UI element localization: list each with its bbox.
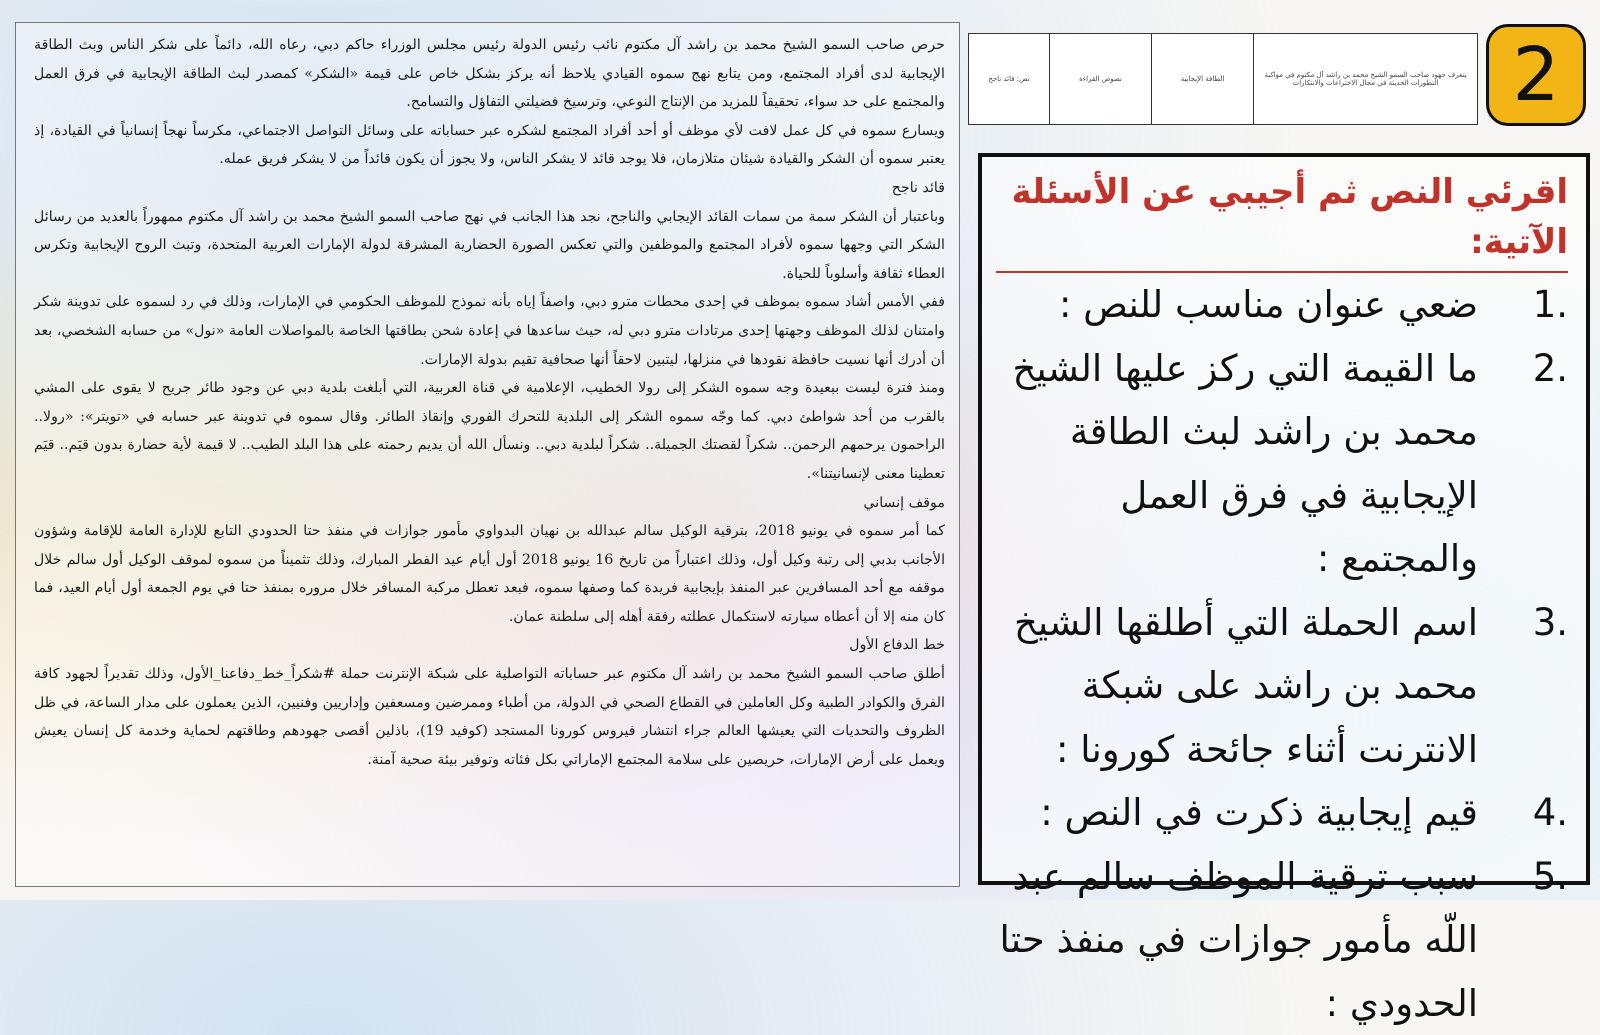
questions-panel [978,153,1590,885]
question-text: ضعي عنوان مناسب للنص : [996,273,1478,337]
question-item [996,781,1568,845]
article-paragraph: ومنذ فترة ليست ببعيدة وجه سموه الشكر إلى رولا الخطيب، الإعلامية في قناة العربية، التي أبلغت بلدية دبي عن وجود طائر جريح لا يقوى على المشي بالقرب من أحد شواطئ دبي. كما وجّه سموه الشكر إلى البلدية للتحرك الفوري وإنقاذ الطائر. وقال سموه في تدوينة عبر حسابه في «تويتر»: «رولا.. الراحمون يرحمهم الرحمن.. شكراً لقصتك الجميلة.. شكراً لبلدية دبي.. ونسأل الله أن يديم رحمته على هذا البلد الطيب.. لا قيمة لأية حضارة بدون قيَم.. قيَم تعطينا معنى لإنسانيتنا». [34,374,945,488]
article-subheading: قائد ناجح [34,174,945,203]
article-paragraph: كما أمر سموه في يونيو 2018، بترقية الوكيل سالم عبدالله بن نهيان البدواوي مأمور جوازات في منفذ حتا الحدودي التابع للإدارة العامة للإقامة وشؤون الأجانب بدبي إلى رتبة وكيل أول، وذلك اعتباراً من تاريخ 16 يونيو 2018 أول أيام عيد الفطر المبارك، وذلك تثميناً من سموه لموقف الوكيل أول سالم خلال موقفه مع أحد المسافرين عبر المنفذ بإيجابية فريدة كما وصفها سموه، فبعد تعطل مركبة المسافر خلال مروره بمنفذ حتا في يوم الجمعة أول أيام العيد، فما كان منه إلا أن أعطاه سيارته لاستكمال عطلته رفقة أهله إلى سلطنة عمان. [34,517,945,631]
question-text: قيم إيجابية ذكرت في النص : [996,781,1478,845]
question-number: .2 [1478,337,1568,591]
question-text: سبب ترقية الموظف سالم عبد اللّه مأمور جوازات في منفذ حتا الحدودي : [996,845,1478,1035]
article-paragraph: أطلق صاحب السمو الشيخ محمد بن راشد آل مكتوم عبر حساباته التواصلية على شبكة الإنترنت حملة #شكراً_خط_دفاعنا_الأول، وذلك تقديراً لجهود كافة الفرق والكوادر الطبية وكل العاملين في القطاع الصحي في الدولة، من أطباء وممرضين ومسعفين وإداريين وفنيين، الذين يعملون على مدار الساعة، في ظل الظروف والتحديات التي يعيشها العالم جراء انتشار فيروس كورونا المستجد (كوفيد 19)، باذلين أقصى جهودهم وطاقتهم لحماية وخدمة كل إنسان يعيش ويعمل على أرض الإمارات، حريصين على سلامة المجتمع الإماراتي بكل فئاته وتوفير بيئة صحية آمنة. [34,660,945,774]
article-paragraph: وباعتبار أن الشكر سمة من سمات القائد الإيجابي والناجح، نجد هذا الجانب في نهج صاحب السمو الشيخ محمد بن راشد آل مكتوم ممهوراً بالعديد من رسائل الشكر التي وجهها سموه لأفراد المجتمع والموظفين والتي تعكس الصورة الحضارية المشرقة لدولة الإمارات العربية المتحدة، وتبث الروح الإيجابية وتكرس العطاء ثقافة وأسلوباً للحياة. [34,203,945,289]
article-subheading: موقف إنساني [34,489,945,518]
question-item [996,273,1568,337]
question-item [996,591,1568,782]
question-item [996,337,1568,591]
header-cell-lesson: نص: قائد ناجح [969,34,1049,124]
question-text: ما القيمة التي ركز عليها الشيخ محمد بن راشد لبث الطاقة الإيجابية في فرق العمل والمجتمع : [996,337,1478,591]
question-number: .5 [1478,845,1568,1035]
article-paragraph: ففي الأمس أشاد سموه بموظف في إحدى محطات مترو دبي، واصفاً إياه بأنه نموذج للموظف الحكومي في الإمارات، وذلك في رد لسموه على تدوينة شكر وامتنان لذلك الموظف وجهتها إحدى مرتادات مترو دبي له، حيث ساعدها في إعادة شحن بطاقتها الخاصة بالمواصلات العامة «نول» من حسابه الشخصي، بعد أن أدرك أنها نسيت حافظة نقودها في منزلها، ليتبين لاحقاً أنها صحافية تقيم بدولة الإمارات. [34,288,945,374]
header-cell-topic: الطاقة الإيجابية [1151,34,1253,124]
article-paragraph: ويسارع سموه في كل عمل لافت لأي موظف أو أحد أفراد المجتمع لشكره عبر حساباته على وسائل التواصل الاجتماعي، مكرساً نهجاً إنسانياً في القيادة، إذ يعتبر سموه أن الشكر والقيادة شيئان متلازمان، فلا يوجد قائد لا يشكر الناس، ولا يجوز أن يكون قائداً من لا يشكر فريق عمله. [34,117,945,174]
header-cell-outcome: يتعرف جهود صاحب السمو الشيخ محمد بن راشد آل مكتوم في مواكبة التطورات الحديثة في مجال الاختراعات والابتكارات [1253,34,1477,124]
questions-title: اقرئي النص ثم أجيبي عن الأسئلة الآتية: [996,167,1568,273]
lesson-header-table [968,33,1478,125]
question-number: .1 [1478,273,1568,337]
article-text-panel [15,22,960,887]
questions-list [996,273,1568,1035]
question-item [996,845,1568,1035]
question-number: .3 [1478,591,1568,782]
slide-number-badge: 2 [1486,24,1586,126]
question-text: اسم الحملة التي أطلقها الشيخ محمد بن راشد على شبكة الانترنت أثناء جائحة كورونا : [996,591,1478,782]
header-cell-unit: نصوص القراءة [1049,34,1151,124]
article-subheading: خط الدفاع الأول [34,631,945,660]
question-number: .4 [1478,781,1568,845]
article-paragraph: حرص صاحب السمو الشيخ محمد بن راشد آل مكتوم نائب رئيس الدولة رئيس مجلس الوزراء حاكم دبي، رعاه الله، دائماً على شكر الناس وبث الطاقة الإيجابية لدى أفراد المجتمع، ومن يتابع نهج سموه القيادي يلاحظ أنه يركز بشكل خاص على قيمة «الشكر» كمصدر لبث الطاقة الإيجابية في فرق العمل والمجتمع على حد سواء، تحقيقاً للمزيد من الإنتاج النوعي، وترسيخ فضيلتي التفاؤل والتسامح. [34,31,945,117]
